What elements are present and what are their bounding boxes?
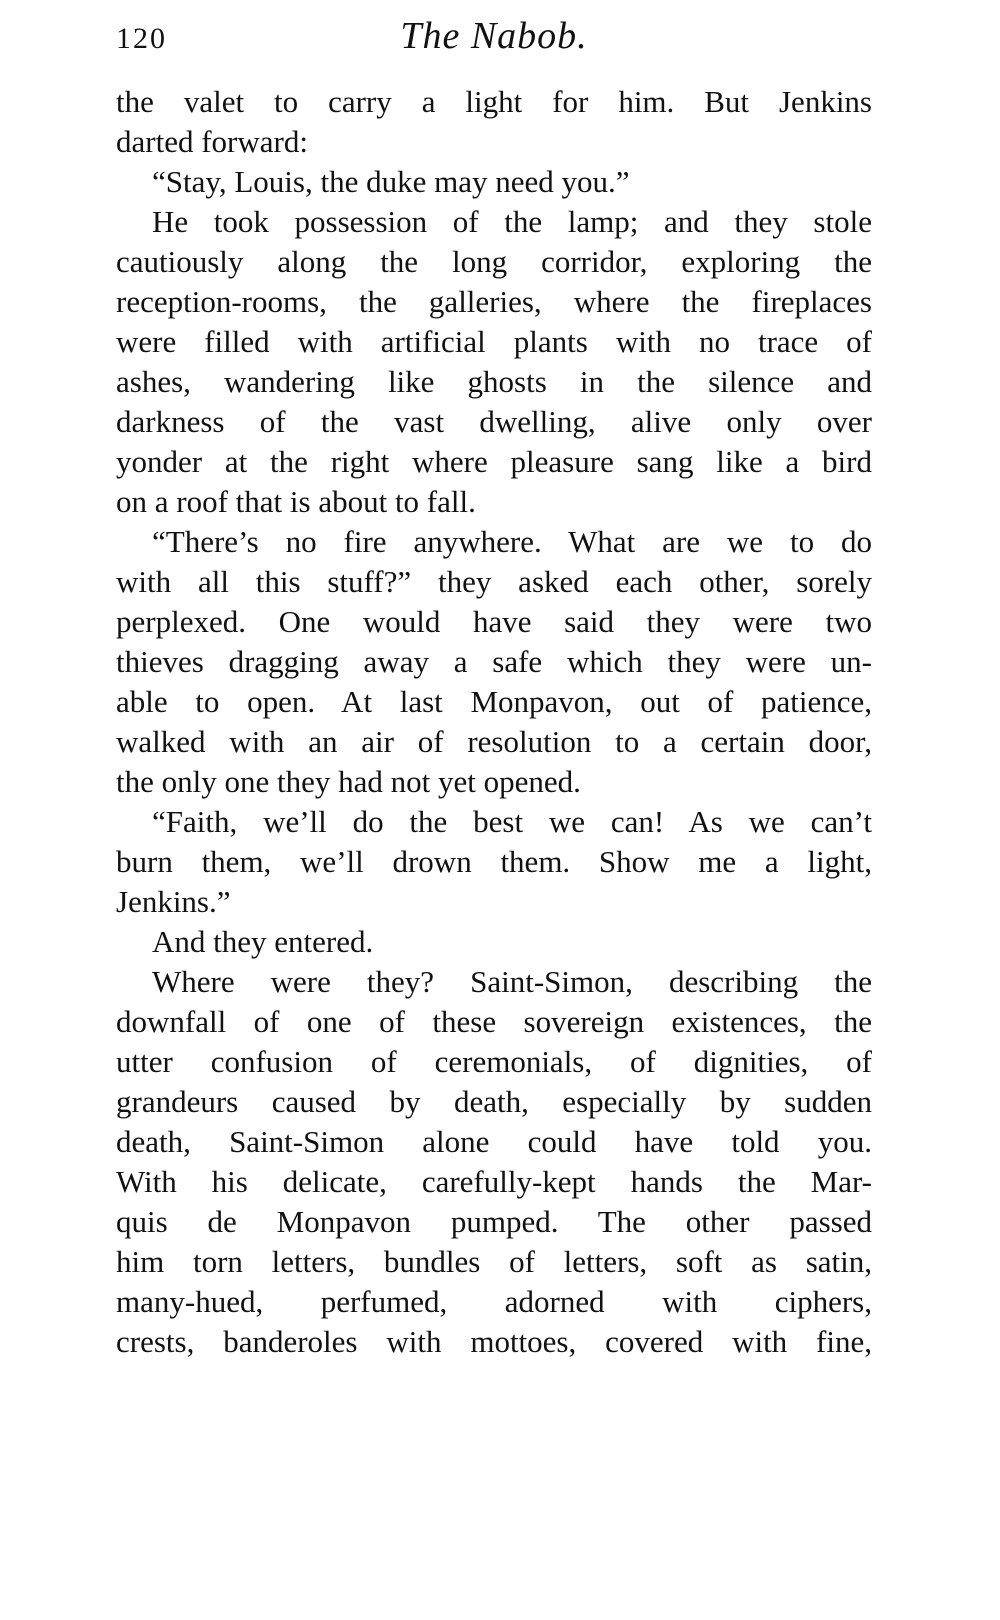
text-line: him torn letters, bundles of letters, soft as satin, (116, 1244, 872, 1279)
text-line: And they entered. (152, 924, 374, 959)
text-line: the only one they had not yet opened. (116, 764, 581, 799)
text-line: on a roof that is about to fall. (116, 484, 476, 519)
page-header (116, 14, 872, 62)
text-line: ashes, wandering like ghosts in the silence and (116, 364, 872, 399)
text-line: With his delicate, carefully-kept hands the Mar- (116, 1164, 872, 1199)
text-line: Jenkins.” (116, 884, 231, 919)
text-line: thieves dragging away a safe which they were un- (116, 644, 872, 679)
text-line: Where were they? Saint-Simon, describing the (152, 964, 872, 999)
text-line: “There’s no fire anywhere. What are we to do (152, 524, 872, 559)
text-line: were filled with artificial plants with no trace of (116, 324, 872, 359)
text-line: downfall of one of these sovereign existences, the (116, 1004, 872, 1039)
text-line: able to open. At last Monpavon, out of patience, (116, 684, 872, 719)
text-line: perplexed. One would have said they were two (116, 604, 872, 639)
text-line: many-hued, perfumed, adorned with ciphers, (116, 1284, 872, 1319)
text-line: crests, banderoles with mottoes, covered with fine, (116, 1324, 872, 1359)
running-title: The Nabob. (400, 15, 588, 57)
text-line: reception-rooms, the galleries, where the fireplaces (116, 284, 872, 319)
text-line: yonder at the right where pleasure sang like a bird (116, 444, 872, 479)
text-line: the valet to carry a light for him. But Jenkins (116, 84, 872, 119)
text-line: cautiously along the long corridor, exploring the (116, 244, 872, 279)
text-line: death, Saint-Simon alone could have told you. (116, 1124, 872, 1159)
text-line: walked with an air of resolution to a certain door, (116, 724, 872, 759)
text-line: burn them, we’ll drown them. Show me a light, (116, 844, 872, 879)
text-line: utter confusion of ceremonials, of dignities, of (116, 1044, 872, 1079)
text-line: with all this stuff?” they asked each other, sorely (116, 564, 872, 599)
text-line: He took possession of the lamp; and they stole (152, 204, 872, 239)
page-number: 120 (116, 22, 167, 55)
text-line: darkness of the vast dwelling, alive only over (116, 404, 872, 439)
body-text (116, 82, 872, 1362)
text-line: “Faith, we’ll do the best we can! As we can’t (152, 804, 872, 839)
text-line: “Stay, Louis, the duke may need you.” (152, 164, 630, 199)
text-line: quis de Monpavon pumped. The other passed (116, 1204, 872, 1239)
text-line: grandeurs caused by death, especially by sudden (116, 1084, 872, 1119)
text-line: darted forward: (116, 124, 308, 159)
